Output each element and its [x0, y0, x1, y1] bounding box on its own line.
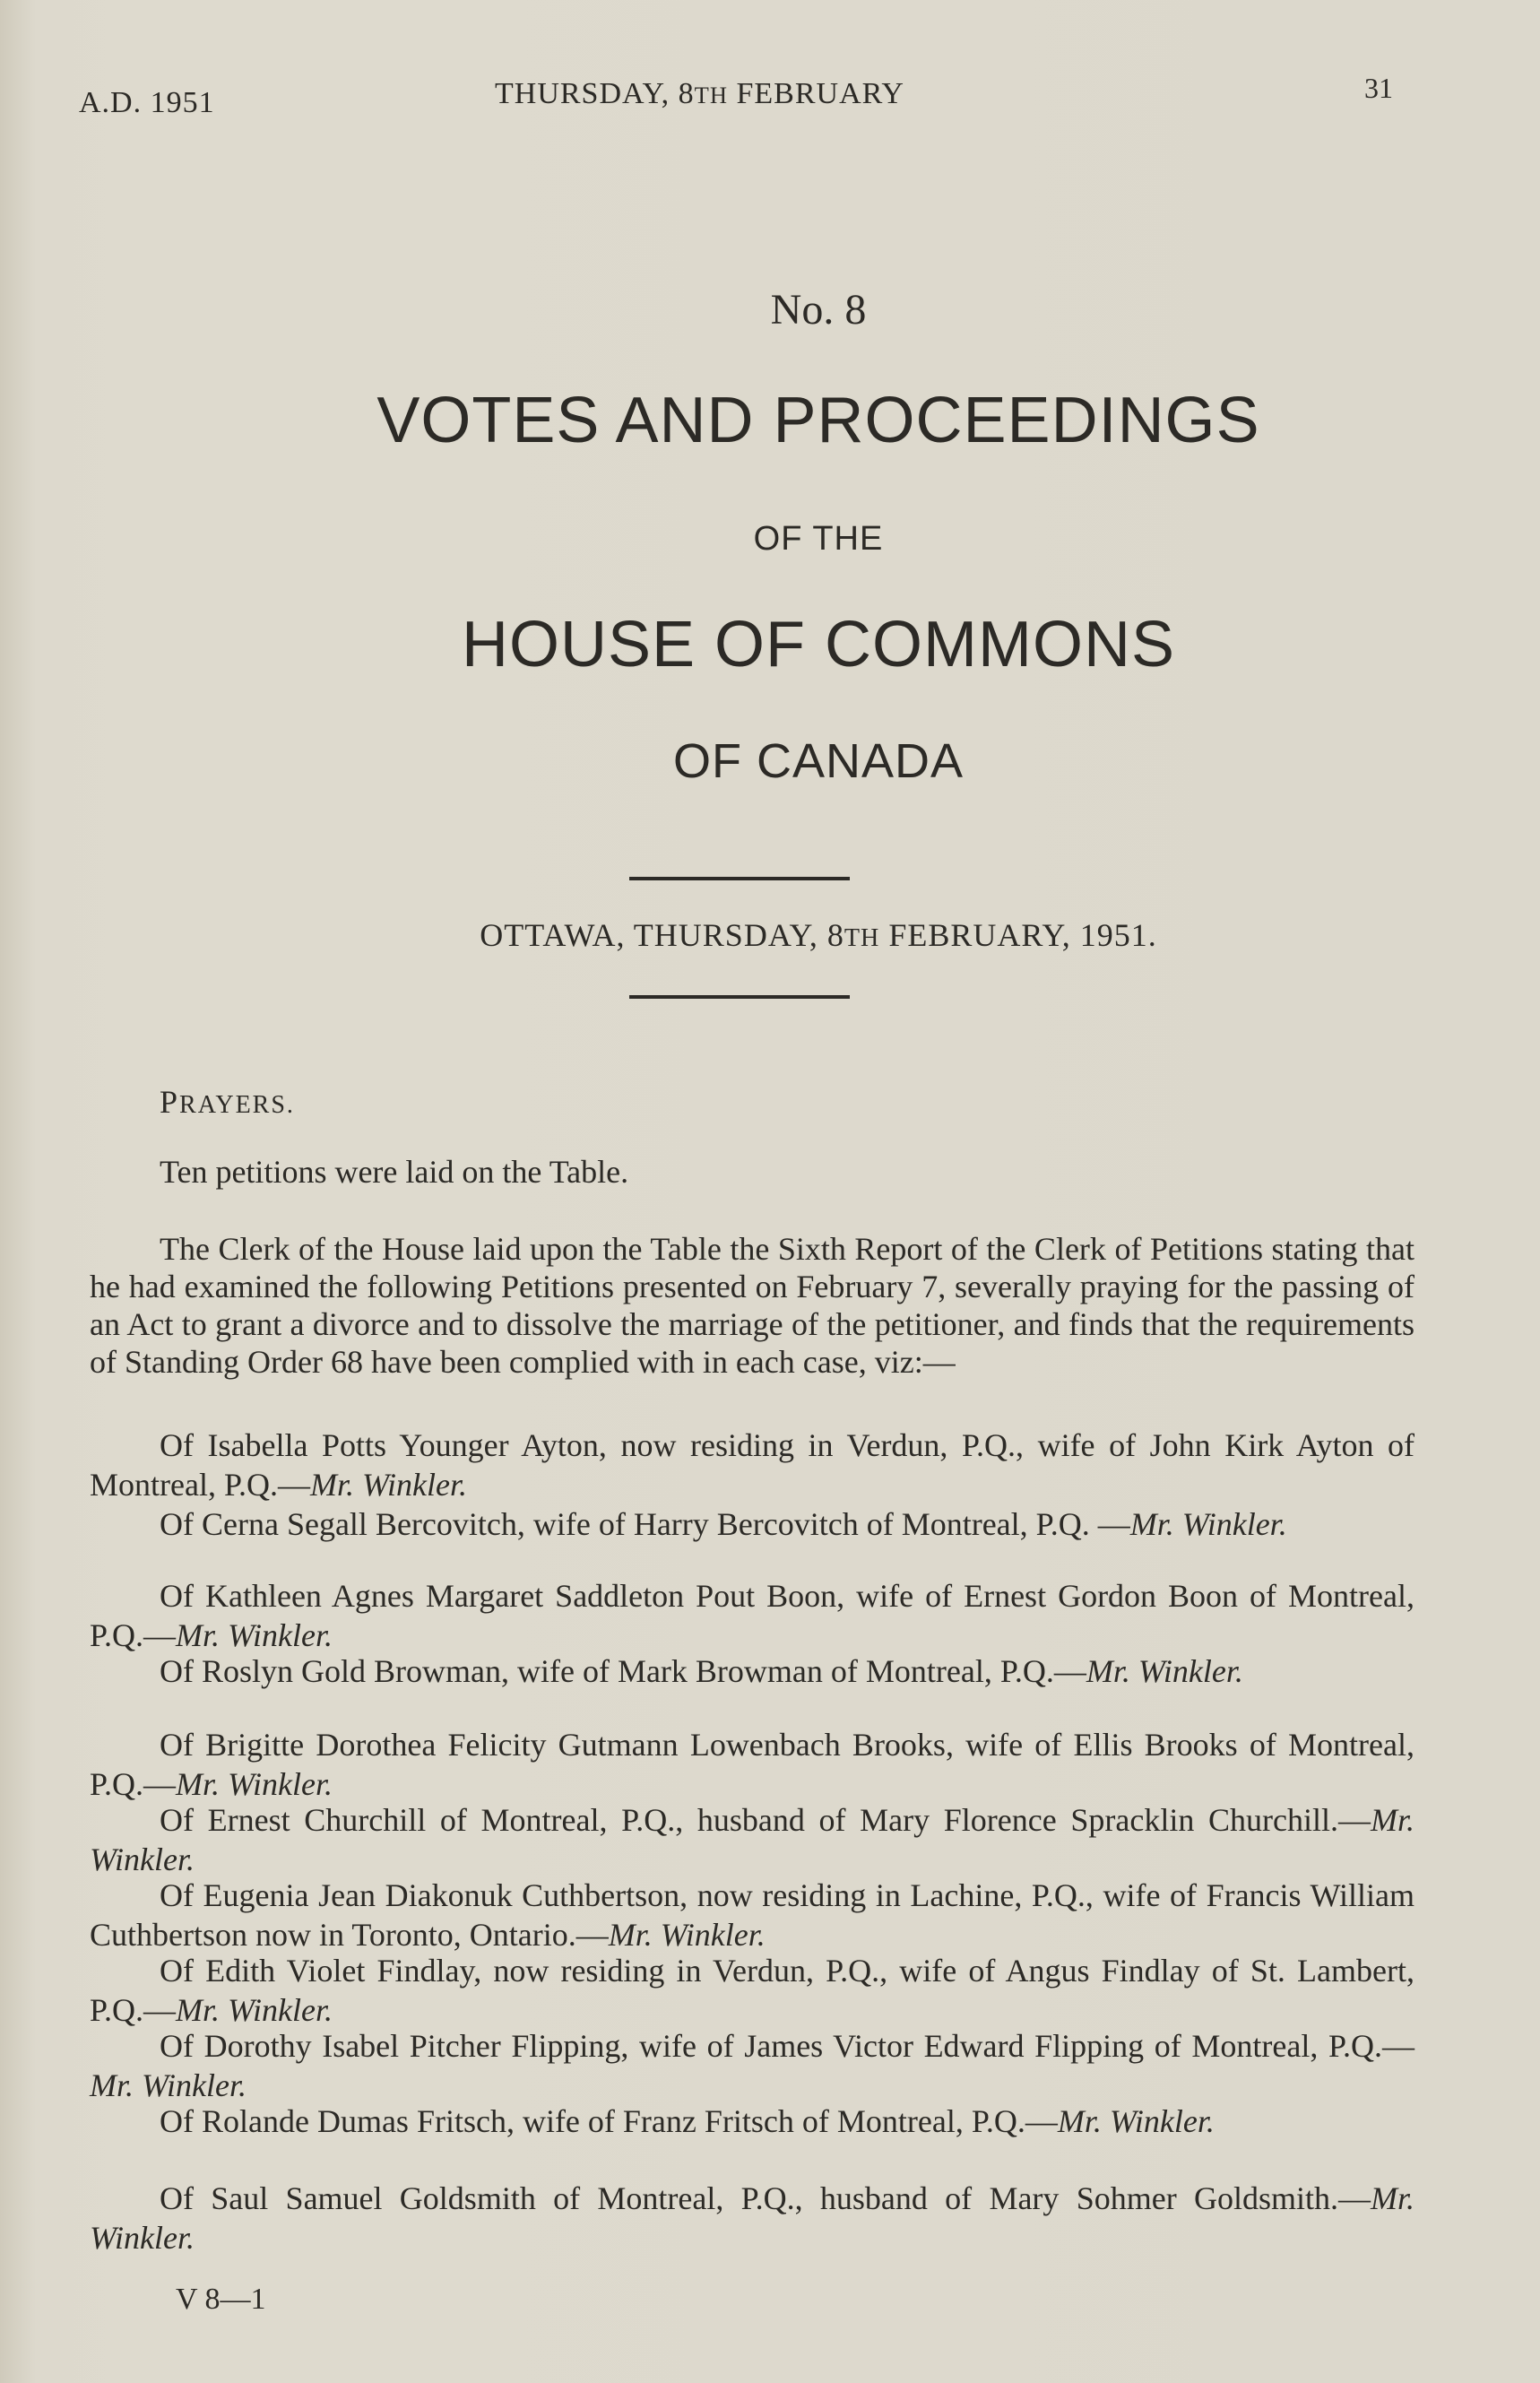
title-of-the: OF THE	[753, 520, 884, 558]
dateline: OTTAWA, THURSDAY, 8TH FEBRUARY, 1951.	[480, 917, 1157, 953]
petition-text: Of Cerna Segall Bercovitch, wife of Harry Bercovitch of Montreal, P.Q. —	[160, 1506, 1130, 1542]
title-of-canada: OF CANADA	[672, 734, 965, 788]
petition-item	[90, 1576, 1415, 1655]
petition-text: Of Kathleen Agnes Margaret Saddleton Pout Boon, wife of Ernest Gordon Boon of Montreal, P.Q.—	[90, 1578, 1415, 1653]
page-number: 31	[1364, 72, 1393, 104]
petition-item	[90, 1951, 1415, 2030]
running-head	[0, 70, 1540, 119]
petition-text: Of Saul Samuel Goldsmith of Montreal, P.Q., husband of Mary Sohmer Goldsmith.—	[160, 2180, 1371, 2216]
paragraph-petitions-laid: Ten petitions were laid on the Table.	[160, 1154, 629, 1190]
petition-text: Of Dorothy Isabel Pitcher Flipping, wife of James Victor Edward Flipping of Montreal, P.Q.—	[160, 2028, 1415, 2064]
petition-member: Mr. Winkler.	[1129, 1506, 1287, 1542]
divider-bottom	[629, 995, 850, 999]
petition-item	[90, 1504, 1415, 1544]
petition-item	[90, 2179, 1415, 2257]
petition-text: Of Eugenia Jean Diakonuk Cuthbertson, now residing in Lachine, P.Q., wife of Francis William Cuthbertson now in Toronto, Ontario.—	[90, 1877, 1415, 1953]
petition-member: Mr. Winkler.	[310, 1467, 467, 1503]
petition-text: Of Edith Violet Findlay, now residing in Verdun, P.Q., wife of Angus Findlay of St. Lambert, P.Q.—	[90, 1953, 1415, 2028]
petition-member: Mr. Winkler.	[176, 1992, 333, 2028]
petition-member: Mr. Winkler.	[1057, 2103, 1215, 2139]
issue-number: No. 8	[770, 286, 867, 334]
petition-text: Of Roslyn Gold Browman, wife of Mark Browman of Montreal, P.Q.—	[160, 1653, 1086, 1689]
petition-member: Mr. Winkler.	[176, 1766, 333, 1802]
petition-member: Mr. Winkler.	[90, 2067, 247, 2103]
header-year: A.D. 1951	[79, 86, 215, 119]
petition-item	[90, 1876, 1415, 1954]
signature-mark: V 8—1	[176, 2283, 266, 2316]
petition-member: Mr. Winkler.	[176, 1617, 333, 1653]
petition-text: Of Brigitte Dorothea Felicity Gutmann Lowenbach Brooks, wife of Ellis Brooks of Montreal, P.Q.—	[90, 1727, 1415, 1802]
header-date: THURSDAY, 8TH FEBRUARY	[495, 77, 904, 110]
petition-item	[90, 1651, 1415, 1691]
prayers-heading: PRAYERS.	[160, 1084, 295, 1120]
petition-text: Of Rolande Dumas Fritsch, wife of Franz Fritsch of Montreal, P.Q.—	[160, 2103, 1058, 2139]
divider-top	[629, 877, 850, 880]
petition-member: Mr. Winkler.	[1086, 1653, 1243, 1689]
petition-text: Of Ernest Churchill of Montreal, P.Q., husband of Mary Florence Spracklin Churchill.—	[160, 1802, 1371, 1838]
title-votes-and-proceedings: VOTES AND PROCEEDINGS	[376, 385, 1260, 456]
paragraph-clerk-report: The Clerk of the House laid upon the Table the Sixth Report of the Clerk of Petitions stating that he had examined the following Petitions presented on February 7, severally praying for the passing of an Act to grant a divorce and to dissolve the marriage of the petitioner, and finds that the requirements of Standing Order 68 have been complied with in each case, viz:—	[90, 1231, 1415, 1380]
petition-item	[90, 2026, 1415, 2105]
petition-item	[90, 1425, 1415, 1504]
petition-item	[90, 1800, 1415, 1879]
petition-item	[90, 2101, 1415, 2141]
petition-member: Mr. Winkler.	[90, 1802, 1415, 1877]
title-house-of-commons: HOUSE OF COMMONS	[461, 609, 1175, 680]
petition-item	[90, 1725, 1415, 1804]
petition-member: Mr. Winkler.	[90, 2180, 1415, 2256]
petition-member: Mr. Winkler.	[608, 1917, 766, 1953]
petition-text: Of Isabella Potts Younger Ayton, now residing in Verdun, P.Q., wife of John Kirk Ayton of Montreal, P.Q.—	[90, 1427, 1415, 1503]
